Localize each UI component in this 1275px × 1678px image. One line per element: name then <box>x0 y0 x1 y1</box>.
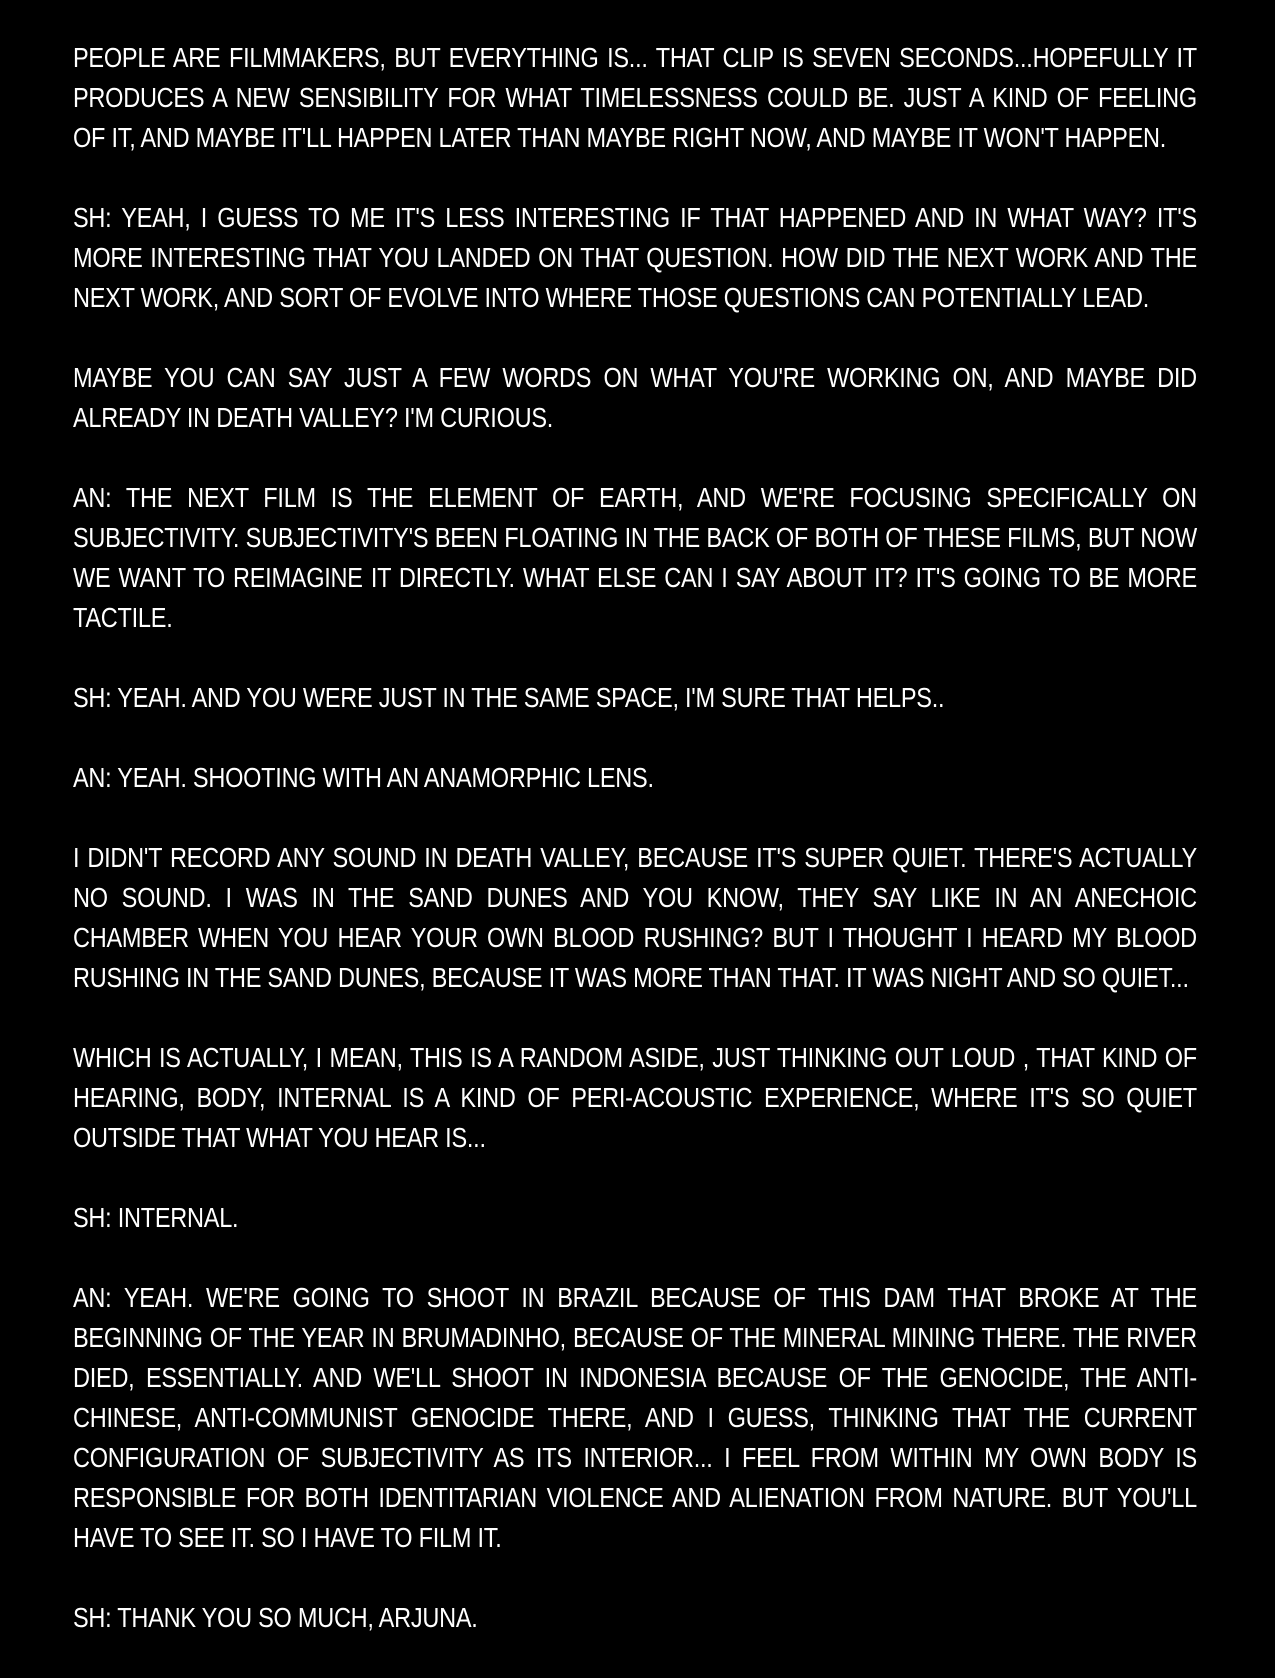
paragraph-8: WHICH IS ACTUALLY, I MEAN, THIS IS A RANDOM ASIDE, JUST THINKING OUT LOUD , THAT KIND OF HEARING, BODY, INTERNAL IS A KIND OF PERI-ACOUSTIC EXPERIENCE, WHERE IT'S SO QUIET OUTSIDE THAT WHAT YOU HEAR IS... <box>73 1042 1197 1153</box>
document-body <box>73 38 1197 1678</box>
paragraph-1: PEOPLE ARE FILMMAKERS, BUT EVERYTHING IS... THAT CLIP IS SEVEN SECONDS...HOPEFULLY IT PRODUCES A NEW SENSIBILITY FOR WHAT TIMELESSNESS COULD BE. JUST A KIND OF FEELING OF IT, AND MAYBE IT'LL HAPPEN LATER THAN MAYBE RIGHT NOW, AND MAYBE IT WON'T HAPPEN. <box>73 42 1197 153</box>
paragraph-10: AN: YEAH. WE'RE GOING TO SHOOT IN BRAZIL BECAUSE OF THIS DAM THAT BROKE AT THE BEGINNING OF THE YEAR IN BRUMADINHO, BECAUSE OF THE MINERAL MINING THERE. THE RIVER DIED, ESSENTIALLY. AND WE'LL SHOOT IN INDONESIA BECAUSE OF THE GENOCIDE, THE ANTI-CHINESE, ANTI-COMMUNIST GENOCIDE THERE, AND I GUESS, THINKING THAT THE CURRENT CONFIGURATION OF SUBJECTIVITY AS ITS INTERIOR... I FEEL FROM WITHIN MY OWN BODY IS RESPONSIBLE FOR BOTH IDENTITARIAN VIOLENCE AND ALIENATION FROM NATURE. BUT YOU'LL HAVE TO SEE IT. SO I HAVE TO FILM IT. <box>73 1282 1197 1553</box>
paragraph-11: SH: THANK YOU SO MUCH, ARJUNA. <box>73 1602 478 1633</box>
paragraph-5: SH: YEAH. AND YOU WERE JUST IN THE SAME SPACE, I'M SURE THAT HELPS.. <box>73 682 945 713</box>
paragraph-9: SH: INTERNAL. <box>73 1202 239 1233</box>
paragraph-3: MAYBE YOU CAN SAY JUST A FEW WORDS ON WHAT YOU'RE WORKING ON, AND MAYBE DID ALREADY IN DEATH VALLEY? I'M CURIOUS. <box>73 362 1197 433</box>
paragraph-4: AN: THE NEXT FILM IS THE ELEMENT OF EARTH, AND WE'RE FOCUSING SPECIFICALLY ON SUBJECTIVITY. SUBJECTIVITY'S BEEN FLOATING IN THE BACK OF BOTH OF THESE FILMS, BUT NOW WE WANT TO REIMAGINE IT DIRECTLY. WHAT ELSE CAN I SAY ABOUT IT? IT'S GOING TO BE MORE TACTILE. <box>73 482 1197 633</box>
paragraph-2: SH: YEAH, I GUESS TO ME IT'S LESS INTERESTING IF THAT HAPPENED AND IN WHAT WAY? IT'S MORE INTERESTING THAT YOU LANDED ON THAT QUESTION. HOW DID THE NEXT WORK AND THE NEXT WORK, AND SORT OF EVOLVE INTO WHERE THOSE QUESTIONS CAN POTENTIALLY LEAD. <box>73 202 1197 313</box>
paragraph-7: I DIDN'T RECORD ANY SOUND IN DEATH VALLEY, BECAUSE IT'S SUPER QUIET. THERE'S ACTUALLY NO SOUND. I WAS IN THE SAND DUNES AND YOU KNOW, THEY SAY LIKE IN AN ANECHOIC CHAMBER WHEN YOU HEAR YOUR OWN BLOOD RUSHING? BUT I THOUGHT I HEARD MY BLOOD RUSHING IN THE SAND DUNES, BECAUSE IT WAS MORE THAN THAT. IT WAS NIGHT AND SO QUIET... <box>73 842 1197 993</box>
paragraph-6: AN: YEAH. SHOOTING WITH AN ANAMORPHIC LENS. <box>73 762 654 793</box>
